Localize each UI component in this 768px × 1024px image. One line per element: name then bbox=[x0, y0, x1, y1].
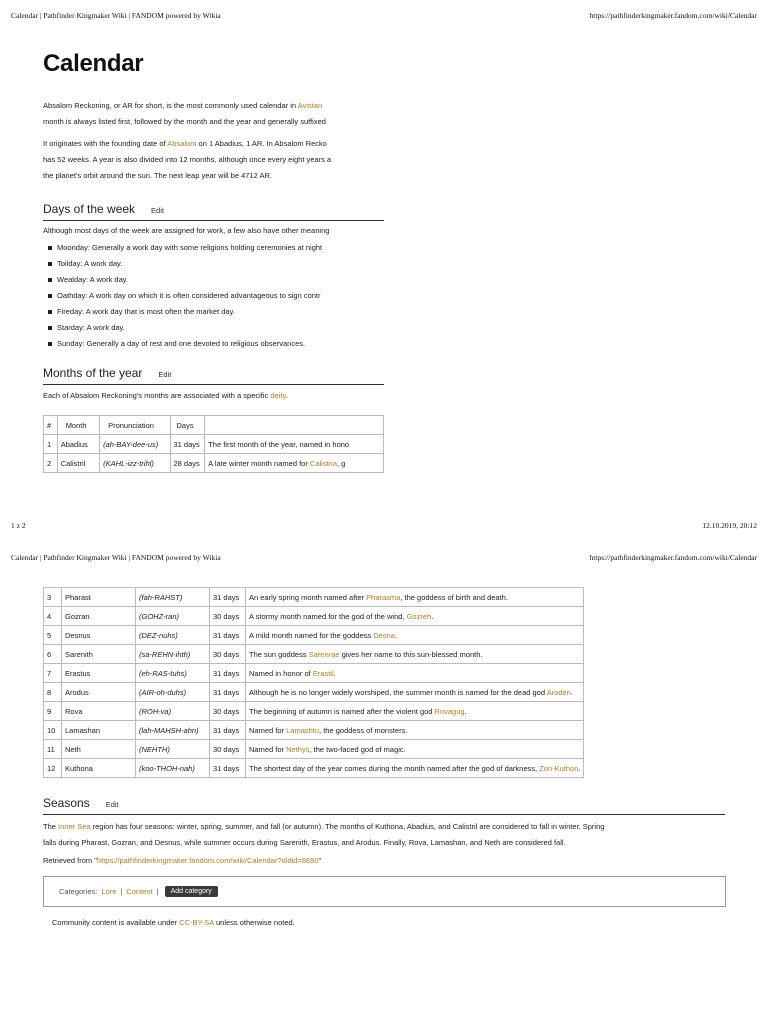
intro-paragraph-1: Absalom Reckoning, or AR for short, is the most commonly used calendar in Avistan bbox=[43, 101, 323, 110]
month-number: 2 bbox=[44, 454, 58, 473]
page-number: 1 z 2 bbox=[11, 521, 26, 530]
print-header-title-2: Calendar | Pathfinder Kingmaker Wiki | FANDOM powered by Wikia bbox=[11, 553, 221, 562]
inner-sea-link[interactable]: Inner Sea bbox=[58, 822, 91, 831]
month-name: Neth bbox=[62, 740, 136, 759]
deity-link[interactable]: Gozreh bbox=[406, 611, 432, 621]
print-header-url: https://pathfinderkingmaker.fandom.com/wiki/Calendar bbox=[589, 11, 757, 20]
table-row bbox=[44, 664, 584, 683]
month-description: Named in honor of Erastil. bbox=[246, 664, 584, 683]
day-item bbox=[57, 272, 384, 288]
license-notice: Community content is available under CC-BY-SA unless otherwise noted. bbox=[52, 918, 295, 927]
table-row bbox=[44, 645, 584, 664]
categories-label: Categories: bbox=[59, 887, 98, 896]
month-days: 31 days bbox=[210, 664, 246, 683]
table-row bbox=[44, 759, 584, 778]
col-pronunciation-header: Pronunciation bbox=[100, 416, 170, 435]
category-separator: | bbox=[156, 887, 159, 896]
month-pronunciation: (eh-RAS-tuhs) bbox=[136, 664, 210, 683]
deity-link[interactable]: Lamashtu bbox=[286, 725, 320, 735]
col-month-header: Month bbox=[57, 416, 99, 435]
month-name: Erastus bbox=[62, 664, 136, 683]
months-heading: Months of the year bbox=[43, 366, 143, 380]
day-name: Sunday: bbox=[57, 339, 85, 348]
day-item bbox=[57, 288, 384, 304]
month-pronunciation: (GOHZ-ran) bbox=[136, 607, 210, 626]
month-name: Gozran bbox=[62, 607, 136, 626]
intro-paragraph-2-line3: the planet's orbit around the sun. The next leap year will be 4712 AR. bbox=[43, 171, 272, 180]
day-item bbox=[57, 304, 384, 320]
seasons-section bbox=[43, 796, 725, 869]
month-days: 31 days bbox=[210, 759, 246, 778]
month-name: Lamashan bbox=[62, 721, 136, 740]
day-item bbox=[57, 320, 384, 336]
month-number: 4 bbox=[44, 607, 62, 626]
intro-paragraph-1-line2: month is always listed first, followed by the month and the year and generally suffixed bbox=[43, 117, 326, 126]
categories-box bbox=[43, 876, 726, 907]
table-row bbox=[44, 454, 384, 473]
days-section-heading bbox=[43, 202, 384, 221]
day-description: A work day on which it is often considered advantageous to sign contr bbox=[87, 291, 321, 300]
table-row bbox=[44, 588, 584, 607]
month-name: Sarenith bbox=[62, 645, 136, 664]
days-list bbox=[43, 240, 384, 352]
day-name: Moonday: bbox=[57, 243, 90, 252]
month-days: 30 days bbox=[210, 607, 246, 626]
deity-link[interactable]: Rovagug bbox=[434, 706, 465, 716]
table-row bbox=[44, 702, 584, 721]
month-description: The first month of the year, named in hono bbox=[205, 435, 384, 454]
month-name: Kuthona bbox=[62, 759, 136, 778]
avistan-link[interactable]: Avistan bbox=[297, 101, 323, 110]
month-name: Pharast bbox=[62, 588, 136, 607]
day-name: Starday: bbox=[57, 323, 85, 332]
month-description: Named for Nethys, the two-faced god of magic. bbox=[246, 740, 584, 759]
table-row bbox=[44, 683, 584, 702]
table-row bbox=[44, 740, 584, 759]
intro-paragraph-2-line2: has 52 weeks. A year is also divided into 12 months, although once every eight years a bbox=[43, 155, 332, 164]
retrieved-link[interactable]: https://pathfinderkingmaker.fandom.com/wiki/Calendar?oldid=8690 bbox=[96, 856, 319, 865]
month-number: 3 bbox=[44, 588, 62, 607]
day-name: Fireday: bbox=[57, 307, 85, 316]
cc-by-sa-link[interactable]: CC-BY-SA bbox=[179, 918, 214, 927]
table-row bbox=[44, 626, 584, 645]
month-number: 6 bbox=[44, 645, 62, 664]
month-days: 31 days bbox=[210, 588, 246, 607]
col-number-header: # bbox=[44, 416, 58, 435]
month-days: 30 days bbox=[210, 702, 246, 721]
table-row bbox=[44, 435, 384, 454]
month-description: The shortest day of the year comes during the month named after the god of darkness, Zon-Kuthon. bbox=[246, 759, 584, 778]
months-section-heading bbox=[43, 366, 384, 385]
month-days: 31 days bbox=[170, 435, 205, 454]
seasons-heading: Seasons bbox=[43, 796, 90, 810]
month-name: Abadius bbox=[57, 435, 99, 454]
day-description: A work day. bbox=[84, 323, 125, 332]
month-days: 30 days bbox=[210, 645, 246, 664]
absalom-link[interactable]: Absalom bbox=[167, 139, 197, 148]
page-title: Calendar bbox=[43, 50, 144, 77]
month-number: 9 bbox=[44, 702, 62, 721]
month-pronunciation: (sa-REHN-ihth) bbox=[136, 645, 210, 664]
deity-link[interactable]: Aroden bbox=[546, 687, 571, 697]
month-pronunciation: (NEHTH) bbox=[136, 740, 210, 759]
month-number: 1 bbox=[44, 435, 58, 454]
month-description: A stormy month named for the god of the wind, Gozreh. bbox=[246, 607, 584, 626]
day-name: Wealday: bbox=[57, 275, 89, 284]
month-description: Named for Lamashtu, the goddess of monsters. bbox=[246, 721, 584, 740]
month-pronunciation: (DEZ-nuhs) bbox=[136, 626, 210, 645]
intro-paragraph-2: It originates with the founding date of Absalom on 1 Abadius, 1 AR. In Absalom Recko bbox=[43, 139, 327, 148]
deity-link[interactable]: deity bbox=[270, 391, 286, 400]
table-header-row bbox=[44, 416, 384, 435]
print-timestamp: 12.10.2019, 20:12 bbox=[702, 521, 757, 530]
month-name: Calistril bbox=[57, 454, 99, 473]
month-number: 12 bbox=[44, 759, 62, 778]
day-description: Generally a day of rest and one devoted to religious observances. bbox=[84, 339, 306, 348]
month-number: 8 bbox=[44, 683, 62, 702]
category-separator: | bbox=[120, 887, 123, 896]
day-name: Oathday: bbox=[57, 291, 88, 300]
day-item bbox=[57, 240, 384, 256]
deity-link[interactable]: Zon-Kuthon bbox=[539, 763, 579, 773]
seasons-section-heading bbox=[43, 796, 725, 815]
month-pronunciation: (lah-MAHSH-ahn) bbox=[136, 721, 210, 740]
seasons-edit-link[interactable]: Edit bbox=[105, 800, 119, 809]
print-header-url-2: https://pathfinderkingmaker.fandom.com/wiki/Calendar bbox=[589, 553, 757, 562]
deity-link[interactable]: Sarenrae bbox=[308, 649, 340, 659]
day-description: A work day. bbox=[88, 275, 129, 284]
months-table bbox=[43, 415, 384, 473]
months-intro: Each of Absalom Reckoning's months are associated with a specific deity. bbox=[43, 391, 288, 400]
month-days: 28 days bbox=[170, 454, 205, 473]
day-item bbox=[57, 256, 384, 272]
page1-content bbox=[43, 50, 384, 490]
month-days: 31 days bbox=[210, 683, 246, 702]
seasons-paragraph: The Inner Sea region has four seasons: winter, spring, summer, and fall (or autumn). The months of Kuthona, Abadius, and Calistril are considered to fall in winter. Spring bbox=[43, 822, 605, 831]
table-row bbox=[44, 721, 584, 740]
months-edit-link[interactable]: Edit bbox=[158, 370, 172, 379]
month-description: The beginning of autumn is named after the violent god Rovagug. bbox=[246, 702, 584, 721]
month-pronunciation: (koo-THOH-nah) bbox=[136, 759, 210, 778]
month-number: 5 bbox=[44, 626, 62, 645]
retrieved-from: Retrieved from "https://pathfinderkingmaker.fandom.com/wiki/Calendar?oldid=8690" bbox=[43, 856, 322, 865]
deity-link[interactable]: Pharasma bbox=[366, 592, 401, 602]
month-description: The sun goddess Sarenrae gives her name to this sun-blessed month. bbox=[246, 645, 584, 664]
deity-link[interactable]: Desna bbox=[373, 630, 395, 640]
month-name: Arodus bbox=[62, 683, 136, 702]
days-intro: Although most days of the week are assigned for work, a few also have other meaning bbox=[43, 226, 330, 235]
day-name: Toilday: bbox=[57, 259, 83, 268]
month-days: 31 days bbox=[210, 626, 246, 645]
month-number: 11 bbox=[44, 740, 62, 759]
print-header-title: Calendar | Pathfinder Kingmaker Wiki | FANDOM powered by Wikia bbox=[11, 11, 221, 20]
day-description: Generally a work day with some religions holding ceremonies at night bbox=[89, 243, 323, 252]
month-pronunciation: (ROH-va) bbox=[136, 702, 210, 721]
deity-link[interactable]: Nethys bbox=[286, 744, 310, 754]
days-edit-link[interactable]: Edit bbox=[151, 206, 164, 215]
month-description: Although he is no longer widely worshiped, the summer month is named for the dead god Aroden. bbox=[246, 683, 584, 702]
months-table-continued bbox=[43, 587, 584, 778]
col-description-header bbox=[205, 416, 384, 435]
category-lore-link[interactable]: Lore bbox=[101, 887, 117, 896]
table-row bbox=[44, 607, 584, 626]
month-description: A late winter month named for Calistria, g bbox=[205, 454, 384, 473]
day-description: A work day. bbox=[82, 259, 123, 268]
month-days: 30 days bbox=[210, 740, 246, 759]
month-number: 7 bbox=[44, 664, 62, 683]
deity-link[interactable]: Calistria bbox=[309, 458, 337, 468]
month-pronunciation: (KAHL-izz-trihl) bbox=[100, 454, 170, 473]
month-days: 31 days bbox=[210, 721, 246, 740]
add-category-button[interactable]: Add category bbox=[165, 886, 218, 897]
category-content-link[interactable]: Content bbox=[126, 887, 153, 896]
seasons-paragraph-line2: falls during Pharast, Gozran, and Desnus, while summer occurs during Sarenith, Erastus, and Arodus. Finally, Rova, Lamashan, and Neth are considered fall. bbox=[43, 838, 566, 847]
month-pronunciation: (ah-BAY-dee-us) bbox=[100, 435, 170, 454]
days-heading: Days of the week bbox=[43, 202, 136, 216]
deity-link[interactable]: Erastil bbox=[312, 668, 334, 678]
month-description: An early spring month named after Pharasma, the goddess of birth and death. bbox=[246, 588, 584, 607]
col-days-header: Days bbox=[170, 416, 205, 435]
month-pronunciation: (AIR-oh-duhs) bbox=[136, 683, 210, 702]
day-item bbox=[57, 336, 384, 352]
day-description: A work day that is most often the market day. bbox=[84, 307, 235, 316]
month-name: Desnus bbox=[62, 626, 136, 645]
month-number: 10 bbox=[44, 721, 62, 740]
month-name: Rova bbox=[62, 702, 136, 721]
month-pronunciation: (fah-RAHST) bbox=[136, 588, 210, 607]
month-description: A mild month named for the goddess Desna. bbox=[246, 626, 584, 645]
